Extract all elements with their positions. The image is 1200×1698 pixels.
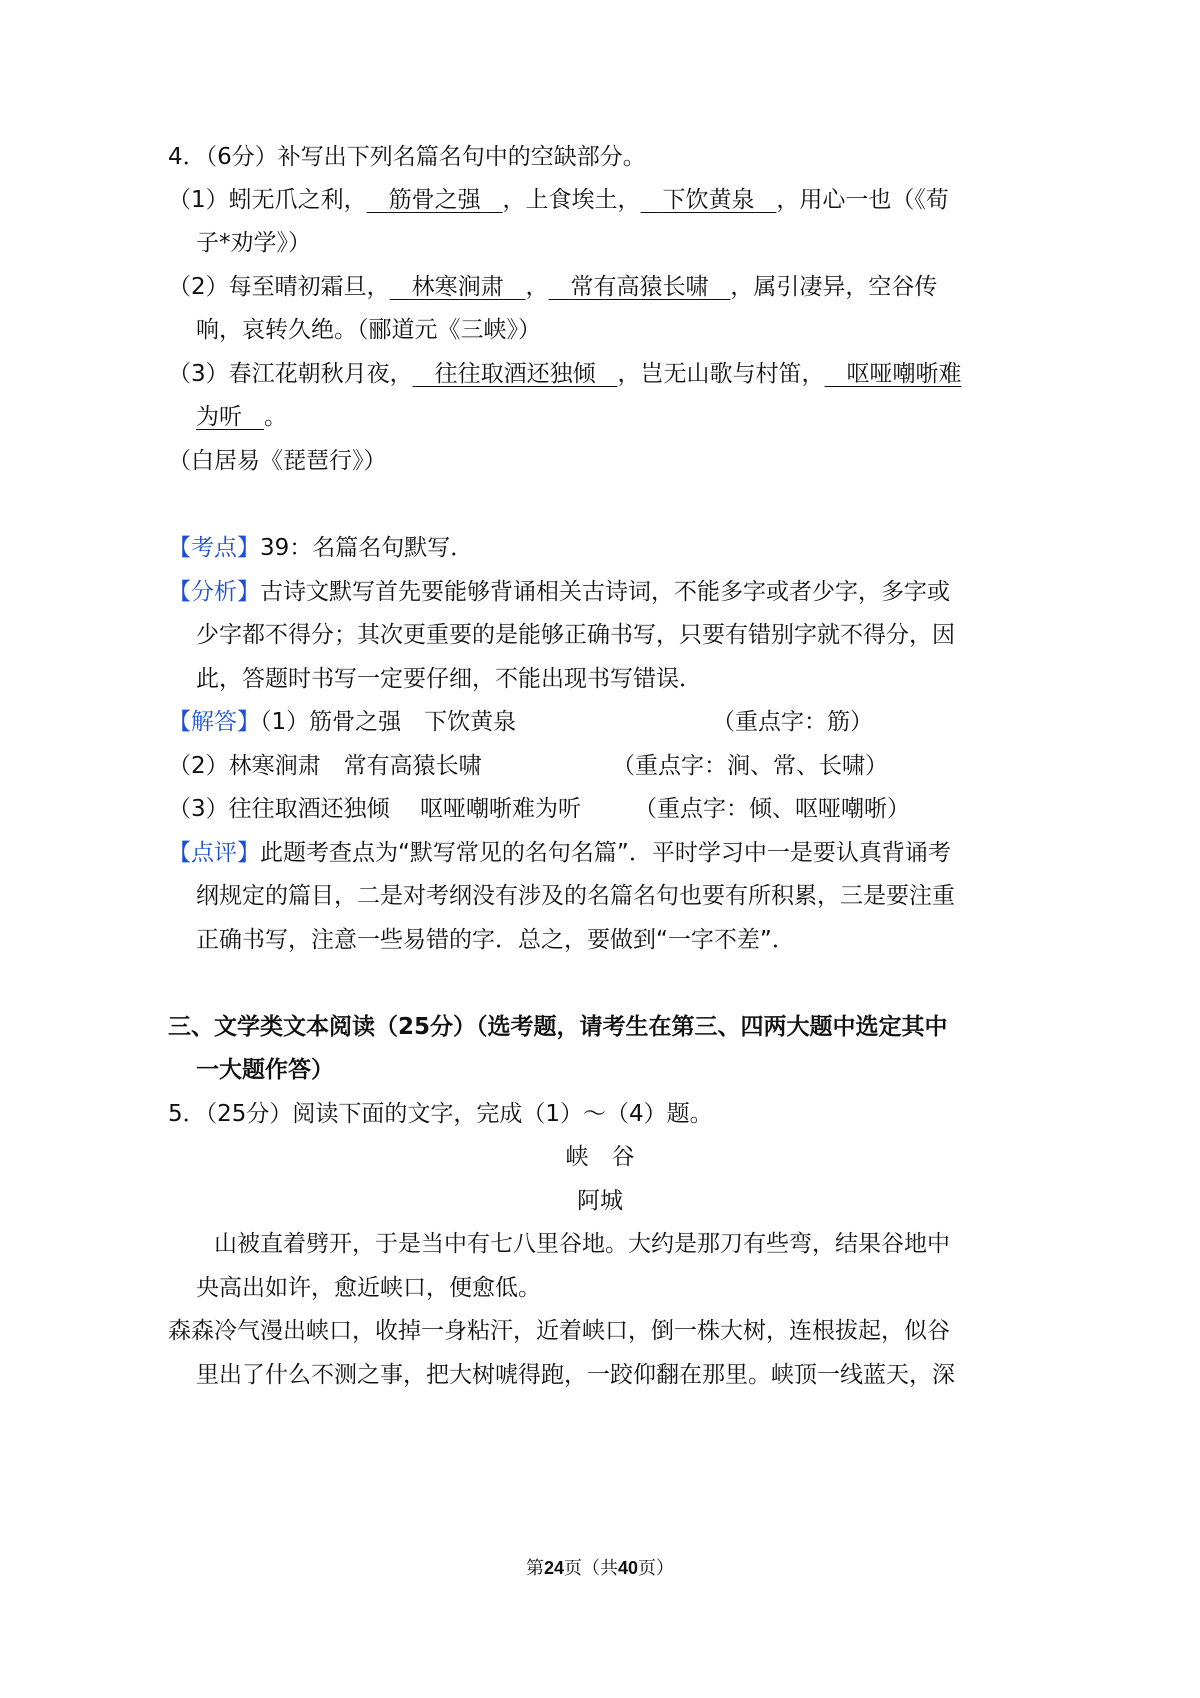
story-author: 阿城: [577, 1188, 623, 1214]
story-paragraph-2-line-2: 里出了什么不测之事，把大树唬得跑，一跤仰翻在那里。峡顶一线蓝天，深: [196, 1362, 955, 1388]
q4-item-3-source: （白居易《琵琶行》）: [168, 448, 387, 474]
q4-item-3-line-2: 为听 。: [196, 404, 287, 430]
fenxi-line-3: 此，答题时书写一定要仔细，不能出现书写错误．: [196, 666, 702, 692]
dianping-tag: 【点评】: [168, 840, 260, 866]
answer-blank: 呕哑嘲哳难: [846, 361, 962, 387]
kaodian-tag: 【考点】: [168, 535, 260, 561]
dianping-line-2: 纲规定的篇目，二是对考纲没有涉及的名篇名句也要有所积累，三是要注重: [196, 883, 955, 909]
story-paragraph-2-line-1: 森森冷气漫出峡口，收掉一身粘汗，近着峡口，倒一株大树，连根拔起，似谷: [168, 1318, 950, 1344]
page-total: 40: [618, 1558, 639, 1578]
story-title: 峡 谷: [565, 1144, 635, 1170]
jieda-line-1-note: （重点字：筋）: [712, 709, 873, 735]
q4-item-3-line-1: （3）春江花朝秋月夜， 往往取酒还独倾 ，岂无山歌与村笛， 呕哑嘲哳难: [168, 361, 962, 387]
dianping-line-3: 正确书写，注意一些易错的字．总之，要做到“一字不差”．: [196, 927, 795, 953]
q4-item-1-line-1: （1）蚓无爪之利， 筋骨之强 ，上食埃土， 下饮黄泉 ，用心一也（《荀: [168, 187, 949, 213]
section-3-title-line-2: 一大题作答）: [196, 1057, 334, 1083]
fenxi-line-2: 少字都不得分；其次更重要的是能够正确书写，只要有错别字就不得分，因: [196, 622, 955, 648]
jieda-line-1: 【解答】（1）筋骨之强 下饮黄泉: [168, 709, 517, 735]
jieda-tag: 【解答】: [168, 709, 260, 735]
q4-item-1-line-2: 子*劝学》）: [196, 230, 311, 256]
page-number: 24: [543, 1558, 564, 1578]
dianping-line-1: 【点评】此题考查点为“默写常见的名句名篇”．平时学习中一是要认真背诵考: [168, 840, 951, 866]
fenxi-line-1: 【分析】古诗文默写首先要能够背诵相关古诗词，不能多字或者少字，多字或: [168, 579, 950, 605]
kaodian-line: 【考点】39：名篇名句默写．: [168, 535, 474, 561]
jieda-line-2: （2）林寒涧肃 常有高猿长啸: [168, 753, 482, 779]
jieda-line-3-note: （重点字：倾、呕哑嘲哳）: [634, 796, 910, 822]
fenxi-tag: 【分析】: [168, 579, 260, 605]
story-paragraph-1-line-1: 山被直着劈开，于是当中有七八里谷地。大约是那刀有些弯，结果谷地中: [214, 1231, 950, 1257]
answer-blank: 为听: [196, 404, 242, 430]
answer-blank: 筋骨之强: [388, 187, 481, 213]
section-3-title-line-1: 三、文学类文本阅读（25分）（选考题，请考生在第三、四两大题中选定其中: [168, 1014, 948, 1040]
answer-blank: 林寒涧肃: [411, 274, 504, 300]
q4-item-2-line-2: 响，哀转久绝。（郦道元《三峡》）: [196, 317, 541, 343]
question-5-header: 5．（25分）阅读下面的文字，完成（1）～（4）题。: [168, 1101, 713, 1127]
story-paragraph-1-line-2: 央高出如许，愈近峡口，便愈低。: [196, 1275, 541, 1301]
jieda-line-2-note: （重点字：涧、常、长啸）: [612, 753, 888, 779]
answer-blank: 往往取酒还独倾: [434, 361, 596, 387]
jieda-line-3: （3）往往取酒还独倾 呕哑嘲哳难为听: [168, 796, 581, 822]
answer-blank: 下饮黄泉: [662, 187, 755, 213]
answer-blank: 常有高猿长啸: [570, 274, 709, 300]
q4-item-2-line-1: （2）每至晴初霜旦， 林寒涧肃 ， 常有高猿长啸 ，属引凄异，空谷传: [168, 274, 938, 300]
page-footer: 第24页（共40页）: [525, 1558, 675, 1579]
question-4-header: 4．（6分）补写出下列名篇名句中的空缺部分。: [168, 144, 646, 170]
